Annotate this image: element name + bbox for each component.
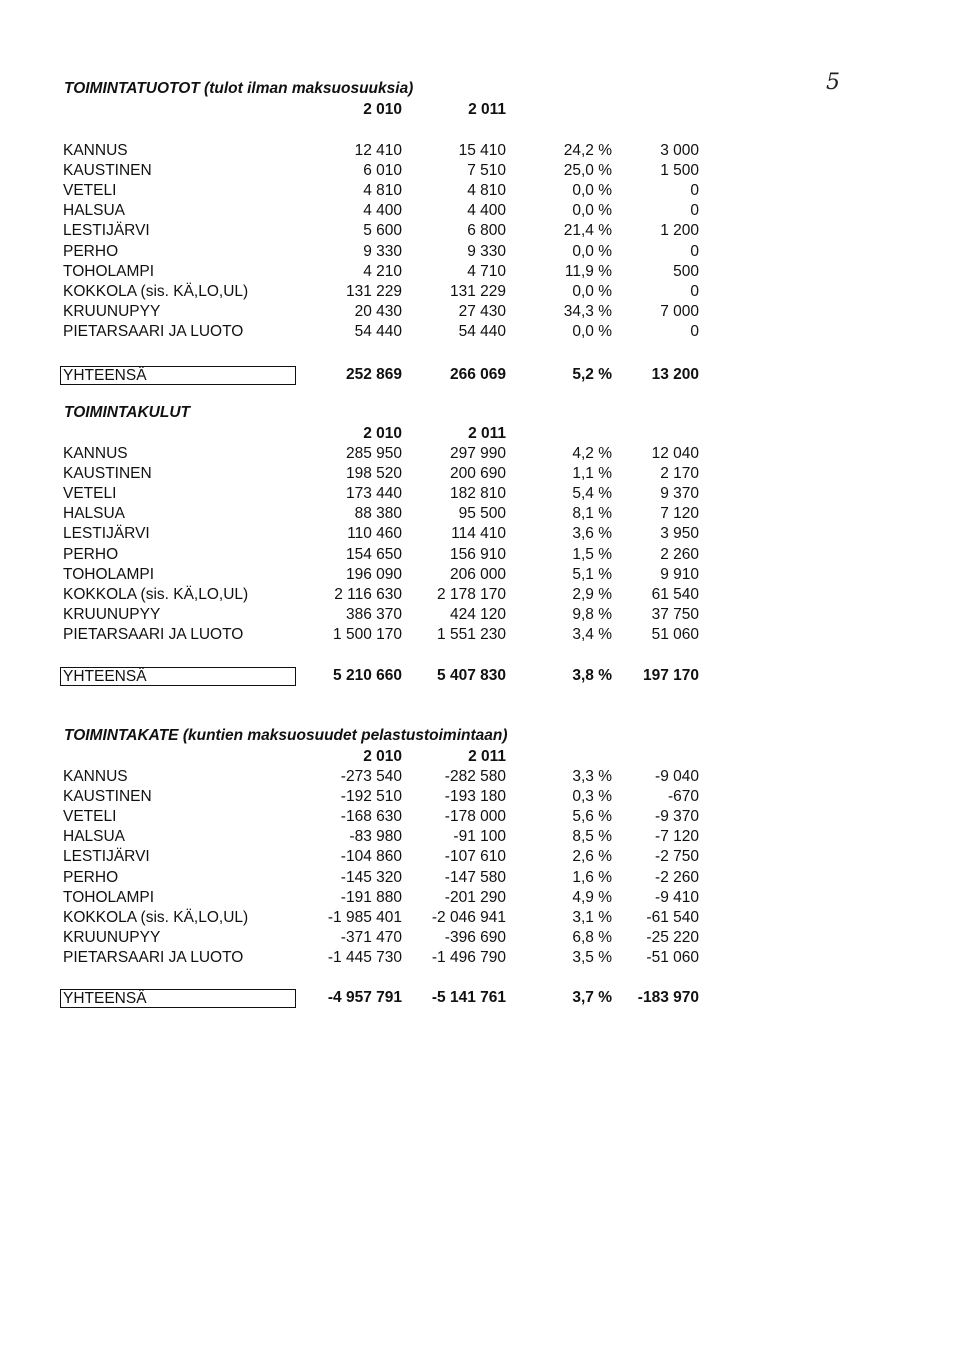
municipality-name: LESTIJÄRVI: [63, 525, 150, 543]
table-row: [0, 484, 960, 504]
value-year-1: 196 090: [345, 565, 402, 583]
value-year-2: 9 330: [467, 242, 506, 260]
table-row: [0, 625, 960, 645]
municipality-name: PERHO: [63, 545, 119, 563]
total-change-percent: 5,2 %: [572, 366, 612, 383]
table-row: [0, 141, 960, 161]
change-percent: 2,9 %: [572, 585, 612, 603]
value-year-2: 4 400: [467, 202, 506, 220]
value-year-1: 154 650: [345, 545, 402, 563]
value-year-1: 54 440: [354, 322, 402, 340]
value-year-1: 1 500 170: [333, 625, 402, 643]
change-percent: 25,0 %: [563, 162, 612, 180]
change-amount: 3 000: [660, 142, 699, 159]
change-amount: 37 750: [651, 605, 699, 623]
table-row: [0, 181, 960, 201]
table-row: [0, 787, 960, 807]
change-amount: -670: [667, 788, 699, 806]
section-title: TOIMINTAKULUT: [64, 404, 190, 421]
table-row: [0, 888, 960, 908]
value-year-1: -104 860: [340, 848, 402, 866]
year-1-header: 2 010: [363, 101, 402, 118]
year-2-header: 2 011: [468, 425, 506, 442]
change-percent: 0,0 %: [572, 242, 612, 260]
value-year-1: 173 440: [345, 485, 402, 503]
change-percent: 0,0 %: [572, 282, 612, 300]
municipality-name: KOKKOLA (sis. KÄ,LO,UL): [63, 282, 249, 300]
table-row: [0, 847, 960, 867]
change-percent: 1,5 %: [572, 545, 612, 563]
page-number: 5: [826, 70, 840, 95]
change-percent: 4,2 %: [572, 445, 612, 462]
table-row: [0, 807, 960, 827]
table-row: [0, 565, 960, 585]
year-2-header: 2 011: [468, 101, 506, 118]
municipality-name: KRUUNUPYY: [63, 928, 161, 946]
change-percent: 4,9 %: [572, 888, 612, 906]
change-percent: 0,0 %: [572, 202, 612, 220]
total-change-percent: 3,8 %: [572, 667, 612, 684]
change-percent: 5,6 %: [572, 808, 612, 826]
municipality-name: LESTIJÄRVI: [63, 848, 150, 866]
table-row: [0, 282, 960, 302]
change-amount: 7 120: [660, 505, 699, 523]
total-row: [0, 365, 960, 385]
change-percent: 6,8 %: [572, 928, 612, 946]
value-year-1: 4 400: [363, 202, 402, 220]
value-year-2: -178 000: [444, 808, 506, 826]
value-year-1: 198 520: [345, 465, 402, 483]
change-amount: 0: [690, 242, 699, 260]
change-amount: 3 950: [660, 525, 699, 543]
municipality-name: KANNUS: [63, 445, 128, 462]
change-percent: 9,8 %: [572, 605, 612, 623]
table-row: [0, 827, 960, 847]
municipality-name: KANNUS: [63, 142, 128, 159]
change-percent: 1,1 %: [572, 465, 612, 483]
municipality-name: TOHOLAMPI: [63, 262, 155, 280]
change-percent: 34,3 %: [563, 302, 612, 320]
change-percent: 5,4 %: [572, 485, 612, 503]
total-year-2: 5 407 830: [437, 667, 506, 684]
value-year-1: 2 116 630: [334, 585, 402, 603]
value-year-1: -168 630: [340, 808, 402, 826]
change-percent: 3,1 %: [572, 908, 612, 926]
value-year-2: 4 710: [467, 262, 506, 280]
municipality-name: PERHO: [63, 242, 119, 260]
value-year-1: 110 460: [347, 525, 402, 543]
total-change-percent: 3,7 %: [572, 989, 612, 1006]
value-year-1: 20 430: [354, 302, 402, 320]
value-year-2: 6 800: [467, 222, 506, 240]
municipality-name: KRUUNUPYY: [63, 605, 161, 623]
value-year-1: -145 320: [340, 868, 402, 886]
value-year-1: -83 980: [349, 828, 402, 846]
change-amount: 1 500: [660, 162, 699, 180]
table-row: [0, 504, 960, 524]
municipality-name: HALSUA: [63, 202, 126, 220]
change-percent: 0,0 %: [572, 182, 612, 200]
value-year-2: -107 610: [444, 848, 506, 866]
municipality-name: VETELI: [63, 485, 117, 503]
value-year-1: 9 330: [363, 242, 402, 260]
total-year-2: -5 141 761: [431, 989, 506, 1006]
change-amount: 0: [690, 182, 699, 200]
total-change-amount: -183 970: [637, 989, 699, 1006]
value-year-1: -1 445 730: [327, 948, 402, 966]
value-year-2: 2 178 170: [437, 585, 506, 603]
table-row: [0, 242, 960, 262]
change-percent: 3,3 %: [572, 768, 612, 785]
municipality-name: KANNUS: [63, 768, 128, 785]
table-row: [0, 948, 960, 968]
value-year-1: 5 600: [363, 222, 402, 240]
value-year-2: -193 180: [444, 788, 506, 806]
table-row: [0, 201, 960, 221]
value-year-1: 88 380: [354, 505, 402, 523]
value-year-1: -273 540: [340, 768, 402, 785]
value-year-2: -1 496 790: [431, 948, 506, 966]
total-change-amount: 13 200: [651, 366, 699, 383]
change-amount: 7 000: [660, 302, 699, 320]
municipality-name: KAUSTINEN: [63, 465, 152, 483]
total-label-box: [60, 366, 296, 385]
value-year-2: 131 229: [449, 282, 506, 300]
change-percent: 8,5 %: [572, 828, 612, 846]
value-year-2: 424 120: [449, 605, 506, 623]
year-header: [0, 100, 960, 120]
value-year-1: 12 410: [354, 142, 402, 159]
municipality-name: VETELI: [63, 808, 117, 826]
municipality-name: TOHOLAMPI: [63, 565, 155, 583]
change-amount: 61 540: [651, 585, 699, 603]
table-row: [0, 868, 960, 888]
table-row: [0, 524, 960, 544]
value-year-2: 7 510: [467, 162, 506, 180]
change-percent: 3,5 %: [572, 948, 612, 966]
municipality-name: HALSUA: [63, 505, 126, 523]
municipality-name: VETELI: [63, 182, 117, 200]
value-year-2: -2 046 941: [431, 908, 506, 926]
municipality-name: PIETARSAARI JA LUOTO: [63, 625, 244, 643]
value-year-2: 54 440: [458, 322, 506, 340]
table-row: [0, 322, 960, 342]
table-row: [0, 908, 960, 928]
change-amount: -51 060: [646, 948, 699, 966]
total-year-1: 5 210 660: [333, 667, 402, 684]
change-amount: -25 220: [646, 928, 699, 946]
year-1-header: 2 010: [363, 748, 402, 765]
change-amount: -9 370: [655, 808, 699, 826]
municipality-name: HALSUA: [63, 828, 126, 846]
value-year-1: 4 210: [363, 262, 402, 280]
municipality-name: PIETARSAARI JA LUOTO: [63, 948, 244, 966]
value-year-2: 1 551 230: [437, 625, 506, 643]
table-row: [0, 928, 960, 948]
change-amount: 9 370: [660, 485, 699, 503]
total-row: [0, 988, 960, 1008]
change-percent: 11,9 %: [564, 262, 612, 280]
municipality-name: PERHO: [63, 868, 119, 886]
value-year-1: 6 010: [363, 162, 402, 180]
value-year-2: -282 580: [444, 768, 506, 785]
municipality-name: KOKKOLA (sis. KÄ,LO,UL): [63, 585, 249, 603]
table-row: [0, 161, 960, 181]
table-row: [0, 444, 960, 464]
table-row: [0, 221, 960, 241]
value-year-2: 95 500: [458, 505, 506, 523]
change-percent: 8,1 %: [572, 505, 612, 523]
value-year-1: 386 370: [345, 605, 402, 623]
year-1-header: 2 010: [363, 425, 402, 442]
table-row: [0, 545, 960, 565]
change-amount: 9 910: [660, 565, 699, 583]
year-header: [0, 747, 960, 767]
value-year-2: 297 990: [449, 445, 506, 462]
value-year-2: 182 810: [449, 485, 506, 503]
municipality-name: KRUUNUPYY: [63, 302, 161, 320]
change-amount: -7 120: [655, 828, 699, 846]
table-row: [0, 767, 960, 787]
municipality-name: PIETARSAARI JA LUOTO: [63, 322, 244, 340]
total-label: YHTEENSÄ: [63, 367, 147, 384]
value-year-1: 131 229: [345, 282, 402, 300]
change-percent: 0,3 %: [572, 788, 612, 806]
value-year-2: -147 580: [444, 868, 506, 886]
value-year-2: -396 690: [444, 928, 506, 946]
table-row: [0, 262, 960, 282]
total-year-1: -4 957 791: [327, 989, 402, 1006]
total-year-2: 266 069: [449, 366, 506, 383]
change-amount: 12 040: [651, 445, 699, 462]
change-amount: 500: [673, 262, 699, 280]
change-amount: 2 170: [660, 465, 699, 483]
value-year-2: -91 100: [453, 828, 506, 846]
change-percent: 3,4 %: [572, 625, 612, 643]
change-amount: -9 040: [655, 768, 699, 785]
table-row: [0, 302, 960, 322]
change-amount: -61 540: [646, 908, 699, 926]
total-label: YHTEENSÄ: [63, 668, 147, 685]
total-label-box: [60, 667, 296, 686]
change-amount: 2 260: [660, 545, 699, 563]
value-year-1: 4 810: [363, 182, 402, 200]
value-year-2: 114 410: [451, 525, 506, 543]
value-year-1: -1 985 401: [327, 908, 402, 926]
value-year-1: -191 880: [340, 888, 402, 906]
municipality-name: LESTIJÄRVI: [63, 222, 150, 240]
change-percent: 1,6 %: [572, 868, 612, 886]
change-amount: 0: [690, 322, 699, 340]
value-year-1: -371 470: [340, 928, 402, 946]
total-year-1: 252 869: [345, 366, 402, 383]
value-year-2: 200 690: [449, 465, 506, 483]
value-year-2: 15 410: [458, 142, 506, 159]
change-amount: -9 410: [655, 888, 699, 906]
municipality-name: KAUSTINEN: [63, 162, 152, 180]
municipality-name: TOHOLAMPI: [63, 888, 155, 906]
section-title: TOIMINTAKATE (kuntien maksuosuudet pelastustoimintaan): [64, 727, 508, 744]
total-label: YHTEENSÄ: [63, 990, 147, 1007]
change-amount: 1 200: [660, 222, 699, 240]
value-year-2: 27 430: [458, 302, 506, 320]
total-change-amount: 197 170: [642, 667, 699, 684]
section-title: TOIMINTATUOTOT (tulot ilman maksuosuuksia): [64, 80, 414, 97]
change-percent: 3,6 %: [572, 525, 612, 543]
year-header: [0, 424, 960, 444]
total-row: [0, 666, 960, 686]
municipality-name: KOKKOLA (sis. KÄ,LO,UL): [63, 908, 249, 926]
municipality-name: KAUSTINEN: [63, 788, 152, 806]
change-percent: 24,2 %: [563, 142, 612, 159]
change-percent: 21,4 %: [563, 222, 612, 240]
value-year-2: 4 810: [467, 182, 506, 200]
year-2-header: 2 011: [468, 748, 506, 765]
change-amount: 0: [690, 202, 699, 220]
value-year-2: 206 000: [449, 565, 506, 583]
change-amount: 51 060: [651, 625, 699, 643]
value-year-2: -201 290: [444, 888, 506, 906]
value-year-2: 156 910: [449, 545, 506, 563]
table-row: [0, 605, 960, 625]
table-row: [0, 585, 960, 605]
change-amount: -2 750: [655, 848, 699, 866]
value-year-1: 285 950: [345, 445, 402, 462]
value-year-1: -192 510: [340, 788, 402, 806]
change-percent: 0,0 %: [572, 322, 612, 340]
change-amount: -2 260: [655, 868, 699, 886]
change-percent: 5,1 %: [572, 565, 612, 583]
table-row: [0, 464, 960, 484]
change-percent: 2,6 %: [572, 848, 612, 866]
total-label-box: [60, 989, 296, 1008]
change-amount: 0: [690, 282, 699, 300]
